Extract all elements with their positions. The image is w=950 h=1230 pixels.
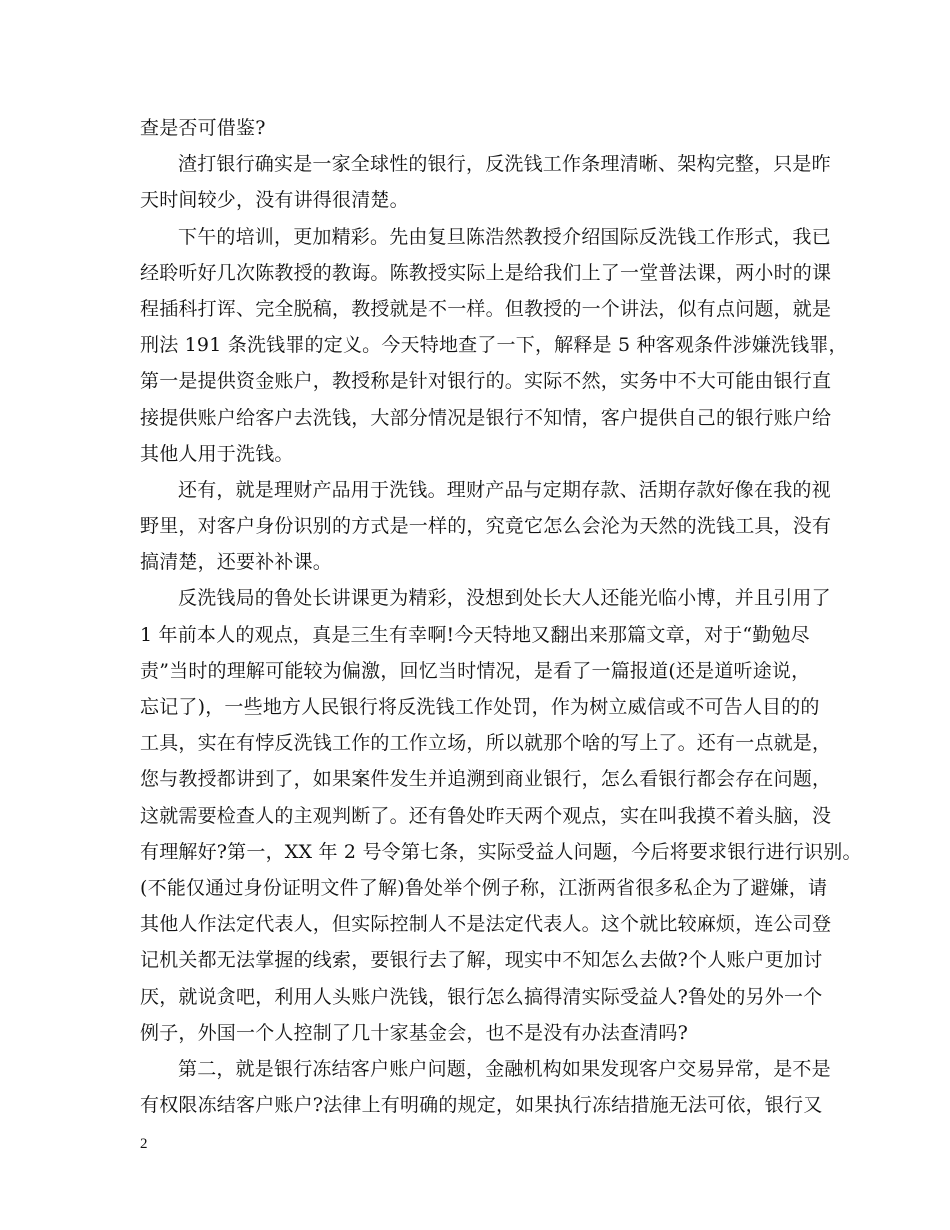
text-line: 您与教授都讲到了，如果案件发生并追溯到商业银行，怎么看银行都会存在问题， <box>140 768 832 791</box>
text-line: 程插科打诨、完全脱稿，教授就是不一样。但教授的一个讲法，似有点问题，就是 <box>140 297 832 320</box>
text-line: 野里，对客户身份识别的方式是一样的，究竟它怎么会沦为天然的洗钱工具，没有 <box>140 515 832 538</box>
text-line: 工具，实在有悖反洗钱工作的工作立场，所以就那个啥的写上了。还有一点就是， <box>140 732 832 755</box>
text-line: 反洗钱局的鲁处长讲课更为精彩，没想到处长大人还能光临小博，并且引用了 <box>178 587 831 610</box>
text-line: 天时间较少，没有讲得很清楚。 <box>140 189 409 212</box>
text-line: 第二，就是银行冻结客户账户问题，金融机构如果发现客户交易异常，是不是 <box>178 1057 831 1080</box>
text-line: 其他人用于洗钱。 <box>140 442 294 465</box>
text-line: 忘记了)，一些地方人民银行将反洗钱工作处罚，作为树立威信或不可告人目的的 <box>140 696 820 718</box>
text-line: 例子，外国一个人控制了几十家基金会，也不是没有办法查清吗? <box>140 1021 688 1044</box>
text-line: 刑法 191 条洗钱罪的定义。今天特地查了一下，解释是 5 种客观条件涉嫌洗钱罪， <box>140 334 848 357</box>
text-line: 责”当时的理解可能较为偏激，回忆当时情况，是看了一篇报道(还是道听途说， <box>140 659 811 682</box>
text-line: (不能仅通过身份证明文件了解)鲁处举个例子称，江浙两省很多私企为了避嫌，请 <box>140 876 828 899</box>
document-body <box>140 110 862 1123</box>
text-line: 第一是提供资金账户，教授称是针对银行的。实际不然，实务中不大可能由银行直 <box>140 370 832 393</box>
text-line: 经聆听好几次陈教授的教诲。陈教授实际上是给我们上了一堂普法课，两小时的课 <box>140 261 832 284</box>
text-line: 记机关都无法掌握的线索，要银行去了解，现实中不知怎么去做?个人账户更加讨 <box>140 949 823 972</box>
text-line: 有理解好?第一，XX 年 2 号令第七条，实际受益人问题，今后将要求银行进行识别。 <box>140 840 862 863</box>
text-line: 下午的培训，更加精彩。先由复旦陈浩然教授介绍国际反洗钱工作形式，我已 <box>178 225 831 248</box>
text-line: 查是否可借鉴? <box>140 117 266 139</box>
text-line: 厌，就说贪吧，利用人头账户洗钱，银行怎么搞得清实际受益人?鲁处的另外一个 <box>140 985 823 1008</box>
page-number: 2 <box>140 1136 148 1152</box>
text-line: 这就需要检查人的主观判断了。还有鲁处昨天两个观点，实在叫我摸不着头脑，没 <box>140 804 832 827</box>
text-line: 渣打银行确实是一家全球性的银行，反洗钱工作条理清晰、架构完整，只是昨 <box>178 153 831 176</box>
text-line: 还有，就是理财产品用于洗钱。理财产品与定期存款、活期存款好像在我的视 <box>178 478 831 501</box>
text-line: 1 年前本人的观点，真是三生有幸啊!今天特地又翻出来那篇文章，对于“勤勉尽 <box>140 623 810 646</box>
text-line: 其他人作法定代表人，但实际控制人不是法定代表人。这个就比较麻烦，连公司登 <box>140 913 832 936</box>
text-line: 接提供账户给客户去洗钱，大部分情况是银行不知情，客户提供自己的银行账户给 <box>140 406 832 429</box>
text-line: 有权限冻结客户账户?法律上有明确的规定，如果执行冻结措施无法可依，银行又 <box>140 1094 823 1117</box>
text-line: 搞清楚，还要补补课。 <box>140 551 333 574</box>
